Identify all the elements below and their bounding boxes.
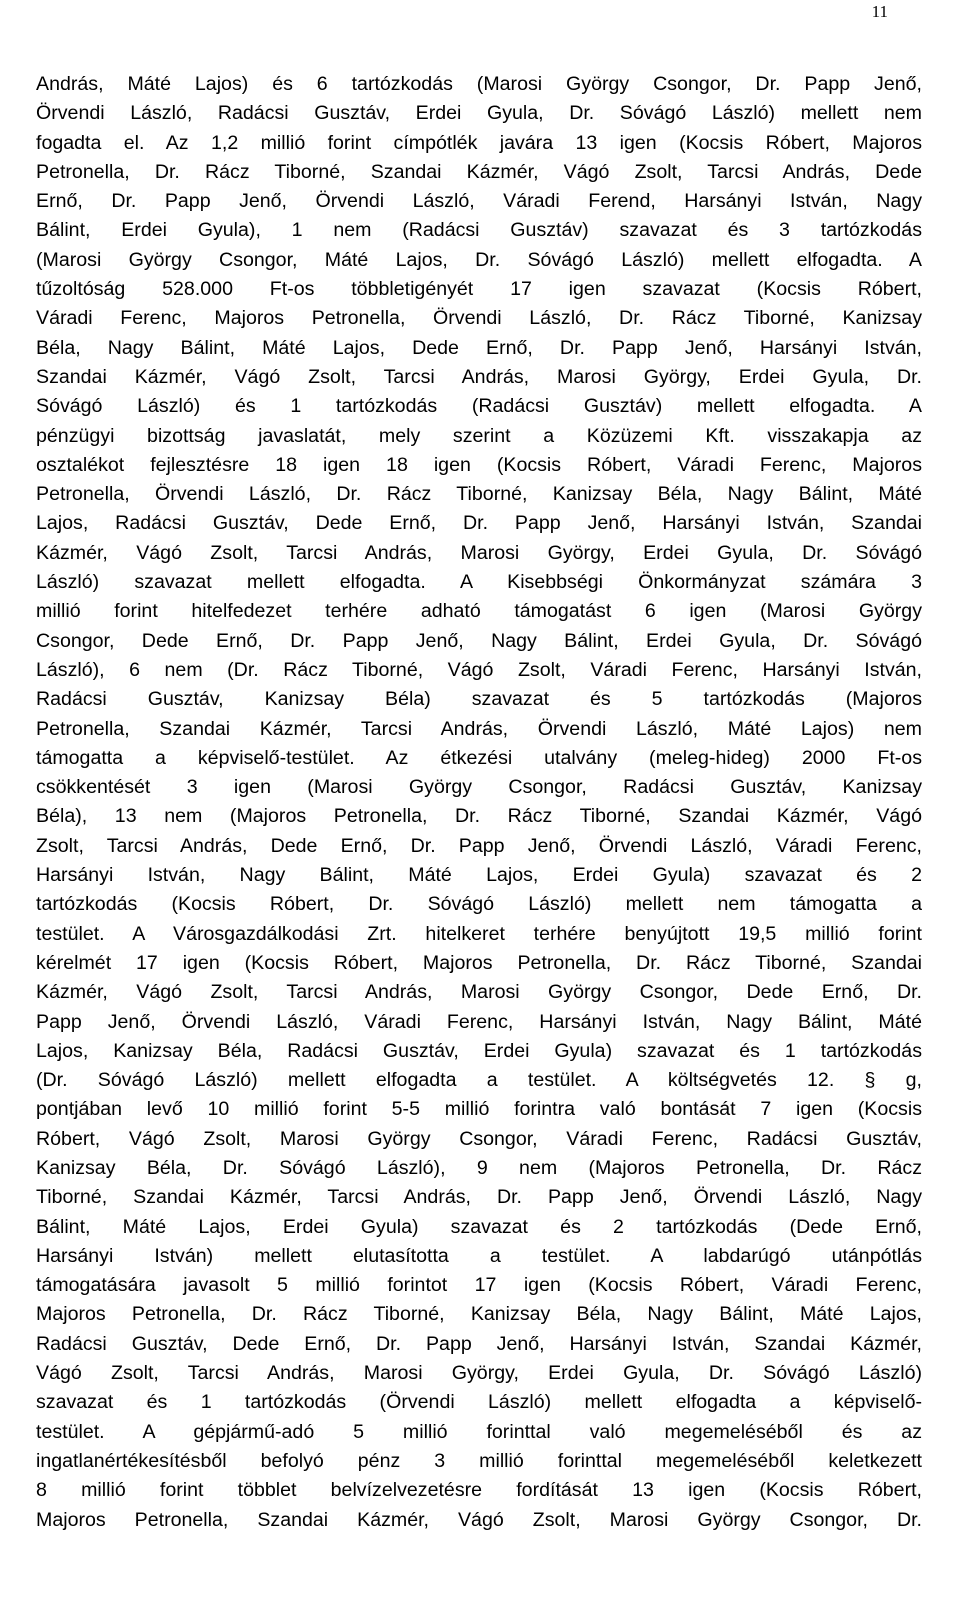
text-line: Tiborné, Szandai Kázmér, Tarcsi András, Dr. Papp Jenő, Örvendi László, Nagy [36,1186,922,1209]
text-line: csökkentését 3 igen (Marosi György Csongor, Radácsi Gusztáv, Kanizsay [36,776,922,799]
text-line: pénzügyi bizottság javaslatát, mely szerint a Közüzemi Kft. visszakapja az [36,424,922,447]
text-line: (Dr. Sóvágó László) mellett elfogadta a testület. A költségvetés 12. § g, [36,1069,922,1092]
text-line: Sóvágó László) és 1 tartózkodás (Radácsi Gusztáv) mellett elfogadta. A [36,395,922,418]
text-line: Szandai Kázmér, Vágó Zsolt, Tarcsi András, Marosi György, Erdei Gyula, Dr. [36,365,922,388]
text-line: Bálint, Máté Lajos, Erdei Gyula) szavazat és 2 tartózkodás (Dede Ernő, [36,1215,922,1238]
text-line: osztalékot fejlesztésre 18 igen 18 igen (Kocsis Róbert, Váradi Ferenc, Majoros [36,453,922,476]
text-line: Csongor, Dede Ernő, Dr. Papp Jenő, Nagy Bálint, Erdei Gyula, Dr. Sóvágó [36,629,922,652]
text-line: Örvendi László, Radácsi Gusztáv, Erdei Gyula, Dr. Sóvágó László) mellett nem [36,102,922,125]
text-line: szavazat és 1 tartózkodás (Örvendi László) mellett elfogadta a képviselő- [36,1391,922,1414]
text-line: pontjában levő 10 millió forint 5-5 millió forintra való bontását 7 igen (Kocsis [36,1098,922,1121]
text-line: Lajos, Radácsi Gusztáv, Dede Ernő, Dr. Papp Jenő, Harsányi István, Szandai [36,512,922,535]
text-line: Kázmér, Vágó Zsolt, Tarcsi András, Marosi György Csongor, Dede Ernő, Dr. [36,981,922,1004]
text-line: Harsányi István) mellett elutasította a testület. A labdarúgó utánpótlás [36,1244,922,1267]
text-line: 8 millió forint többlet belvízelvezetésre fordítását 13 igen (Kocsis Róbert, [36,1479,922,1502]
text-line: Váradi Ferenc, Majoros Petronella, Örvendi László, Dr. Rácz Tiborné, Kanizsay [36,307,922,330]
text-line: Radácsi Gusztáv, Dede Ernő, Dr. Papp Jenő, Harsányi István, Szandai Kázmér, [36,1332,922,1355]
text-line: ingatlanértékesítésből befolyó pénz 3 millió forinttal megemeléséből keletkezett [36,1449,922,1472]
text-line: Petronella, Szandai Kázmér, Tarcsi András, Örvendi László, Máté Lajos) nem [36,717,922,740]
text-line: Ernő, Dr. Papp Jenő, Örvendi László, Váradi Ferend, Harsányi István, Nagy [36,190,922,213]
text-line: Kanizsay Béla, Dr. Sóvágó László), 9 nem (Majoros Petronella, Dr. Rácz [36,1156,922,1179]
text-line: Lajos, Kanizsay Béla, Radácsi Gusztáv, Erdei Gyula) szavazat és 1 tartózkodás [36,1039,922,1062]
text-line: kérelmét 17 igen (Kocsis Róbert, Majoros Petronella, Dr. Rácz Tiborné, Szandai [36,951,922,974]
text-line: testület. A gépjármű-adó 5 millió forinttal való megemeléséből és az [36,1420,922,1443]
text-line: László) szavazat mellett elfogadta. A Kisebbségi Önkormányzat számára 3 [36,571,922,594]
text-line: Béla), 13 nem (Majoros Petronella, Dr. Rácz Tiborné, Szandai Kázmér, Vágó [36,805,922,828]
text-line: Zsolt, Tarcsi András, Dede Ernő, Dr. Papp Jenő, Örvendi László, Váradi Ferenc, [36,834,922,857]
text-line: (Marosi György Csongor, Máté Lajos, Dr. Sóvágó László) mellett elfogadta. A [36,248,922,271]
text-line: Petronella, Örvendi László, Dr. Rácz Tiborné, Kanizsay Béla, Nagy Bálint, Máté [36,483,922,506]
text-line: Radácsi Gusztáv, Kanizsay Béla) szavazat és 5 tartózkodás (Majoros [36,688,922,711]
text-line: Kázmér, Vágó Zsolt, Tarcsi András, Marosi György, Erdei Gyula, Dr. Sóvágó [36,541,922,564]
text-line: Majoros Petronella, Dr. Rácz Tiborné, Kanizsay Béla, Nagy Bálint, Máté Lajos, [36,1303,922,1326]
text-line: László), 6 nem (Dr. Rácz Tiborné, Vágó Zsolt, Váradi Ferenc, Harsányi István, [36,658,922,681]
text-line: Harsányi István, Nagy Bálint, Máté Lajos, Erdei Gyula) szavazat és 2 [36,864,922,887]
text-line: tűzoltóság 528.000 Ft-os többletigényét 17 igen szavazat (Kocsis Róbert, [36,278,922,301]
text-line: támogatta a képviselő-testület. Az étkezési utalvány (meleg-hideg) 2000 Ft-os [36,746,922,769]
text-line: testület. A Városgazdálkodási Zrt. hitelkeret terhére benyújtott 19,5 millió forint [36,922,922,945]
text-line: Béla, Nagy Bálint, Máté Lajos, Dede Ernő, Dr. Papp Jenő, Harsányi István, [36,336,922,359]
text-line: Papp Jenő, Örvendi László, Váradi Ferenc, Harsányi István, Nagy Bálint, Máté [36,1010,922,1033]
text-line: Petronella, Dr. Rácz Tiborné, Szandai Kázmér, Vágó Zsolt, Tarcsi András, Dede [36,160,922,183]
text-line: Róbert, Vágó Zsolt, Marosi György Csongor, Váradi Ferenc, Radácsi Gusztáv, [36,1127,922,1150]
text-line: millió forint hitelfedezet terhére adható támogatást 6 igen (Marosi György [36,600,922,623]
text-line: András, Máté Lajos) és 6 tartózkodás (Marosi György Csongor, Dr. Papp Jenő, [36,73,922,95]
text-line: fogadta el. Az 1,2 millió forint címpótlék javára 13 igen (Kocsis Róbert, Majoros [36,131,922,154]
text-line: Bálint, Erdei Gyula), 1 nem (Radácsi Gusztáv) szavazat és 3 tartózkodás [36,219,922,242]
page-number: 11 [871,2,888,21]
text-line: Majoros Petronella, Szandai Kázmér, Vágó Zsolt, Marosi György Csongor, Dr. [36,1508,922,1531]
text-line: Vágó Zsolt, Tarcsi András, Marosi György, Erdei Gyula, Dr. Sóvágó László) [36,1362,922,1385]
text-line: tartózkodás (Kocsis Róbert, Dr. Sóvágó László) mellett nem támogatta a [36,893,922,916]
body-text [36,70,922,1535]
text-line: támogatására javasolt 5 millió forintot 17 igen (Kocsis Róbert, Váradi Ferenc, [36,1274,922,1297]
